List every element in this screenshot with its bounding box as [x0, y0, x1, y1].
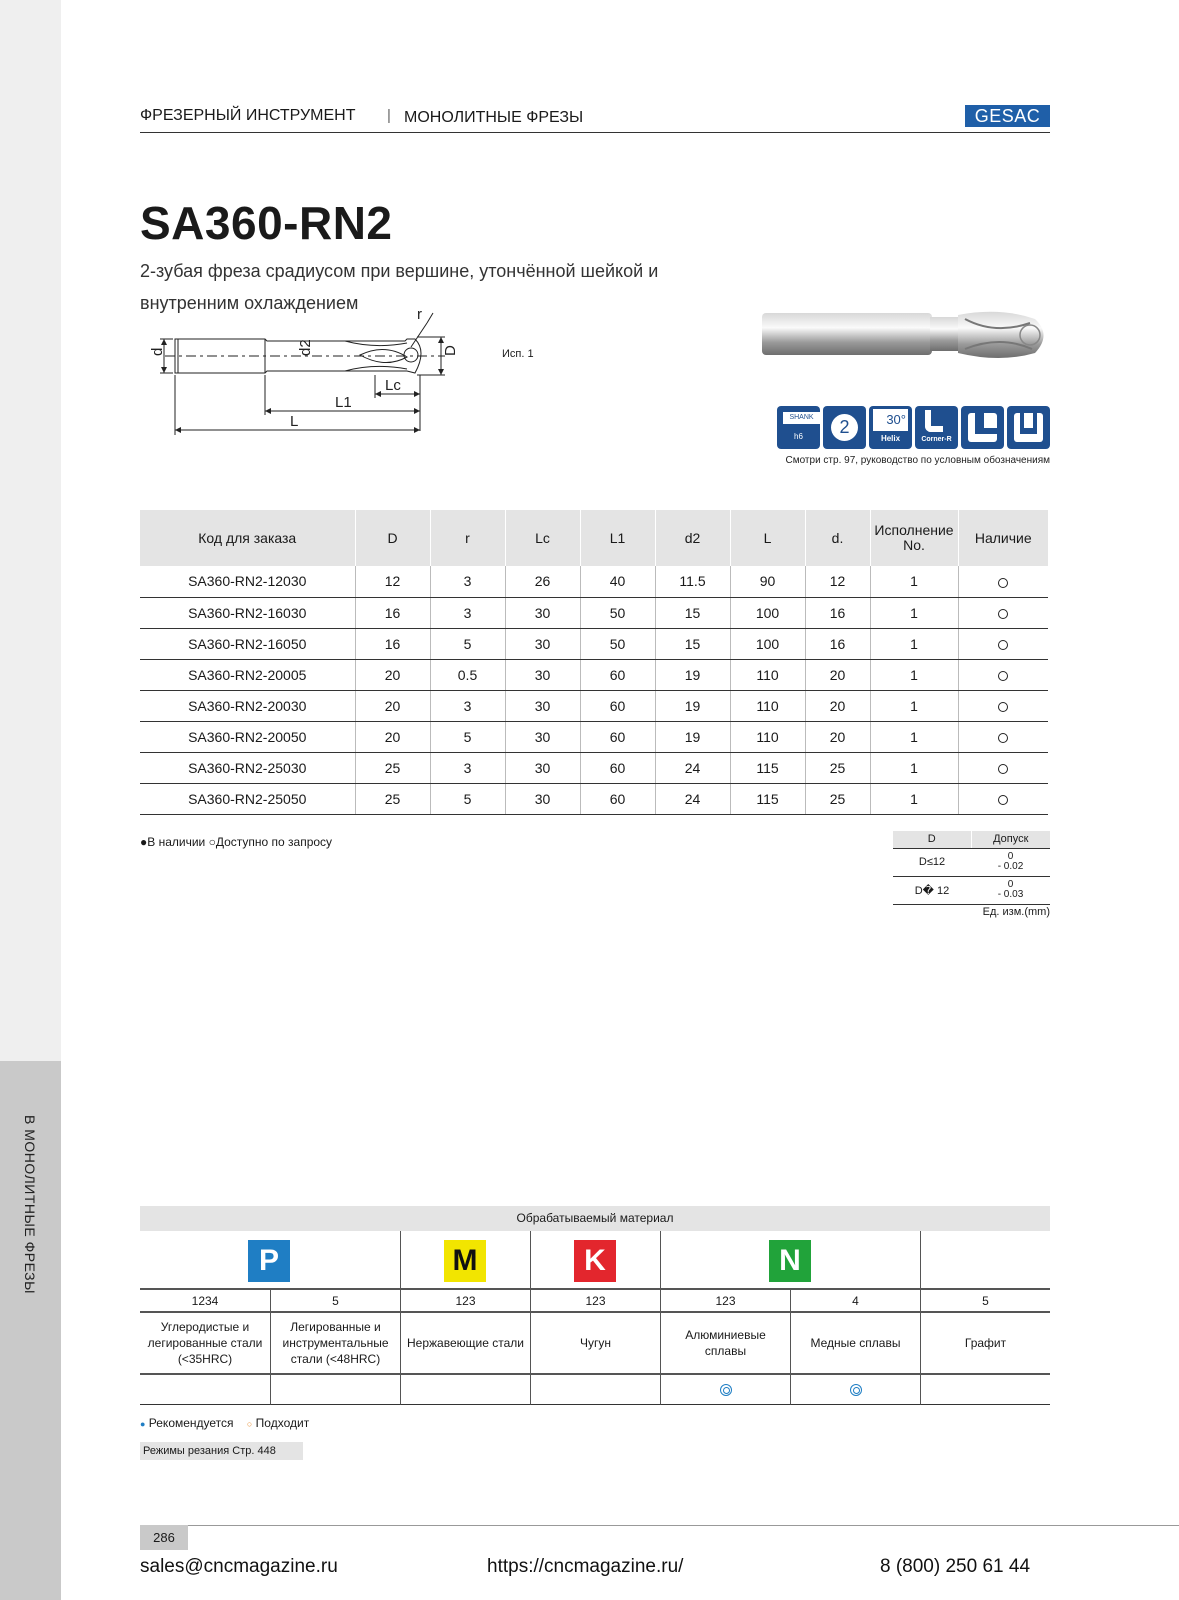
material-name: Нержавеющие стали	[400, 1313, 530, 1374]
units-note: Ед. изм.(mm)	[982, 906, 1050, 918]
material-mark	[140, 1375, 270, 1405]
badge-cell-n	[660, 1231, 920, 1288]
table-row	[140, 783, 1048, 814]
cell-d: 25	[805, 783, 870, 814]
cell-variant: 1	[870, 690, 958, 721]
badge-cell-empty	[920, 1231, 1050, 1288]
tolerance-value	[971, 848, 1050, 876]
brand-logo: GESAC	[965, 105, 1050, 127]
availability-legend: ●В наличии ○Доступно по запросу	[140, 835, 333, 849]
cell-L: 110	[730, 721, 805, 752]
material-group: 4	[790, 1290, 920, 1312]
material-name: Алюминиевые сплавы	[660, 1313, 790, 1374]
material-mark-row	[140, 1374, 1050, 1405]
cell-Lc: 30	[505, 690, 580, 721]
cell-availability	[958, 566, 1048, 597]
suitable-label: Подходит	[255, 1416, 310, 1430]
cell-Lc: 26	[505, 566, 580, 597]
product-subtitle: 2-зубая фреза срадиусом при вершине, утончённой шейкой и внутренним охлаждением	[140, 261, 659, 313]
tolerance-row	[893, 848, 1050, 876]
material-mark	[270, 1375, 400, 1405]
on-request-icon	[998, 578, 1008, 588]
cell-d2: 15	[655, 597, 730, 628]
material-m-badge: M	[444, 1240, 486, 1282]
col-header-d: d.	[805, 510, 870, 566]
material-name: Углеродистые и легированные стали (<35HRC)	[140, 1313, 270, 1374]
table-row	[140, 628, 1048, 659]
material-group: 1234	[140, 1290, 270, 1312]
table-row	[140, 597, 1048, 628]
cell-D: 20	[355, 721, 430, 752]
material-mark	[790, 1375, 920, 1405]
cell-L: 90	[730, 566, 805, 597]
cell-code: SA360-RN2-16030	[140, 597, 355, 628]
cell-code: SA360-RN2-25050	[140, 783, 355, 814]
page-number: 286	[140, 1525, 188, 1550]
material-group: 123	[400, 1290, 530, 1312]
cell-variant: 1	[870, 659, 958, 690]
tolerance-lower: - 0.03	[997, 889, 1024, 900]
product-table	[140, 510, 1048, 815]
product-title: SA360-RN2	[140, 197, 393, 249]
footer-email[interactable]: sales@cncmagazine.ru	[140, 1556, 338, 1577]
helix-angle: 30°	[873, 409, 908, 431]
recommendation-legend	[140, 1416, 309, 1430]
badge-cell-p	[140, 1231, 400, 1288]
cell-availability	[958, 659, 1048, 690]
tolerance-header-d: D	[893, 831, 971, 848]
cell-d2: 11.5	[655, 566, 730, 597]
cell-r: 3	[430, 566, 505, 597]
flutes-count: 2	[831, 414, 858, 441]
cell-r: 5	[430, 721, 505, 752]
shank-label: SHANK	[783, 412, 820, 424]
cell-L1: 60	[580, 690, 655, 721]
long-neck-icon	[961, 406, 1004, 449]
recommended-icon	[720, 1384, 732, 1396]
cell-D: 16	[355, 628, 430, 659]
symbols-note: Смотри стр. 97, руководство по условным обозначениям	[785, 455, 1050, 466]
cell-variant: 1	[870, 597, 958, 628]
material-name-row	[140, 1312, 1050, 1374]
suitable-dot-icon: ○	[246, 1419, 253, 1429]
material-k-badge: K	[574, 1240, 616, 1282]
helix-icon	[869, 406, 912, 449]
cell-L1: 60	[580, 721, 655, 752]
recommended-icon	[850, 1384, 862, 1396]
drawing-label-d2: d2	[297, 339, 314, 356]
table-row	[140, 721, 1048, 752]
cell-variant: 1	[870, 566, 958, 597]
cell-L1: 60	[580, 783, 655, 814]
cell-L: 100	[730, 628, 805, 659]
cell-d2: 19	[655, 659, 730, 690]
on-request-icon	[998, 609, 1008, 619]
side-strip	[0, 0, 61, 1061]
drawing-label-L: L	[290, 413, 299, 430]
on-request-icon	[998, 671, 1008, 681]
cell-code: SA360-RN2-25030	[140, 752, 355, 783]
cell-Lc: 30	[505, 597, 580, 628]
symbol-icons	[777, 406, 1050, 449]
tolerance-header-value: Допуск	[971, 831, 1050, 848]
material-name: Легированные и инструментальные стали (<48HRC)	[270, 1313, 400, 1374]
cell-D: 20	[355, 690, 430, 721]
cell-D: 20	[355, 659, 430, 690]
material-group: 123	[530, 1290, 660, 1312]
material-mark	[920, 1375, 1050, 1405]
materials-heading: Обрабатываемый материал	[140, 1206, 1050, 1231]
cell-variant: 1	[870, 783, 958, 814]
cell-d: 20	[805, 690, 870, 721]
cell-availability	[958, 597, 1048, 628]
material-n-badge: N	[769, 1240, 811, 1282]
material-name: Медные сплавы	[790, 1313, 920, 1374]
cell-variant: 1	[870, 752, 958, 783]
standard-length-icon	[1007, 406, 1050, 449]
cell-r: 3	[430, 597, 505, 628]
tolerance-value	[971, 876, 1050, 904]
material-mark	[400, 1375, 530, 1405]
material-group: 5	[270, 1290, 400, 1312]
material-group: 123	[660, 1290, 790, 1312]
cell-L1: 40	[580, 566, 655, 597]
table-row	[140, 659, 1048, 690]
cell-availability	[958, 690, 1048, 721]
col-header-d2: d2	[655, 510, 730, 566]
materials-table	[140, 1206, 1050, 1405]
drawing-label-d: d	[149, 347, 166, 356]
cell-D: 25	[355, 752, 430, 783]
cutting-modes-link[interactable]: Режимы резания Стр. 448	[140, 1442, 303, 1460]
cell-d: 20	[805, 659, 870, 690]
cell-code: SA360-RN2-20005	[140, 659, 355, 690]
cell-r: 5	[430, 783, 505, 814]
cell-availability	[958, 721, 1048, 752]
cell-d: 16	[805, 628, 870, 659]
material-mark	[530, 1375, 660, 1405]
badge-cell-k	[530, 1231, 660, 1288]
col-header-L: L	[730, 510, 805, 566]
cell-Lc: 30	[505, 752, 580, 783]
page-header	[140, 105, 1050, 133]
cell-code: SA360-RN2-20030	[140, 690, 355, 721]
on-request-icon	[998, 764, 1008, 774]
col-header-variant: Исполнение No.	[870, 510, 958, 566]
helix-label: Helix	[880, 434, 901, 443]
on-request-icon	[998, 640, 1008, 650]
tolerance-row	[893, 876, 1050, 904]
cell-r: 0.5	[430, 659, 505, 690]
cell-L: 115	[730, 783, 805, 814]
cell-d: 16	[805, 597, 870, 628]
breadcrumb-subsection: МОНОЛИТНЫЕ ФРЕЗЫ	[404, 109, 584, 126]
footer-divider	[140, 1525, 1179, 1526]
material-name: Графит	[920, 1313, 1050, 1374]
cell-D: 12	[355, 566, 430, 597]
side-tab-label: B МОНОЛИТНЫЕ ФРЕЗЫ	[22, 1115, 38, 1295]
cell-d2: 24	[655, 783, 730, 814]
col-header-L1: L1	[580, 510, 655, 566]
cell-availability	[958, 783, 1048, 814]
table-row	[140, 566, 1048, 597]
footer-url[interactable]: https://cncmagazine.ru/	[487, 1556, 684, 1577]
badge-cell-m	[400, 1231, 530, 1288]
drawing-label-r: r	[417, 306, 422, 323]
cell-L1: 50	[580, 597, 655, 628]
table-header-row	[140, 510, 1048, 566]
cell-code: SA360-RN2-16050	[140, 628, 355, 659]
cell-d: 25	[805, 752, 870, 783]
cell-d2: 24	[655, 752, 730, 783]
on-request-icon	[998, 702, 1008, 712]
drawing-label-Lc: Lc	[385, 377, 401, 394]
technical-drawing	[145, 303, 475, 443]
tolerance-range: D≤12	[893, 848, 971, 876]
tolerance-lower: - 0.02	[997, 861, 1024, 872]
col-header-code: Код для заказа	[140, 510, 355, 566]
cell-L1: 50	[580, 628, 655, 659]
cell-L1: 60	[580, 752, 655, 783]
material-group-row	[140, 1289, 1050, 1312]
drawing-label-L1: L1	[335, 394, 352, 411]
material-mark	[660, 1375, 790, 1405]
cell-L1: 60	[580, 659, 655, 690]
cell-code: SA360-RN2-20050	[140, 721, 355, 752]
col-header-Lc: Lc	[505, 510, 580, 566]
product-photo	[760, 305, 1050, 370]
on-request-icon	[998, 795, 1008, 805]
tolerance-table	[893, 831, 1050, 905]
shank-sub-label: h6	[794, 432, 803, 441]
cell-L: 115	[730, 752, 805, 783]
cell-Lc: 30	[505, 783, 580, 814]
table-row	[140, 752, 1048, 783]
footer-phone: 8 (800) 250 61 44	[880, 1556, 1031, 1577]
cell-r: 3	[430, 752, 505, 783]
cell-Lc: 30	[505, 628, 580, 659]
breadcrumb-separator: |	[387, 107, 391, 124]
cell-d: 20	[805, 721, 870, 752]
cell-L: 110	[730, 690, 805, 721]
variant-label: Исп. 1	[502, 348, 534, 360]
cell-availability	[958, 628, 1048, 659]
cell-code: SA360-RN2-12030	[140, 566, 355, 597]
corner-label: Corner-R	[921, 436, 952, 443]
tolerance-upper: 0	[1007, 851, 1014, 862]
material-group: 5	[920, 1290, 1050, 1312]
material-p-badge: P	[248, 1240, 290, 1282]
on-request-icon	[998, 733, 1008, 743]
cell-L: 110	[730, 659, 805, 690]
corner-radius-icon	[915, 406, 958, 449]
col-header-availability: Наличие	[958, 510, 1048, 566]
col-header-r: r	[430, 510, 505, 566]
tolerance-upper: 0	[1007, 879, 1014, 890]
cell-L: 100	[730, 597, 805, 628]
tolerance-header-row	[893, 831, 1050, 848]
cell-r: 3	[430, 690, 505, 721]
cell-d2: 19	[655, 721, 730, 752]
cell-d: 12	[805, 566, 870, 597]
cell-Lc: 30	[505, 721, 580, 752]
breadcrumb-section: ФРЕЗЕРНЫЙ ИНСТРУМЕНТ	[140, 107, 356, 124]
drawing-label-D: D	[442, 345, 459, 356]
cell-variant: 1	[870, 628, 958, 659]
flutes-icon	[823, 406, 866, 449]
cell-Lc: 30	[505, 659, 580, 690]
cell-variant: 1	[870, 721, 958, 752]
cell-D: 16	[355, 597, 430, 628]
cell-availability	[958, 752, 1048, 783]
cell-d2: 19	[655, 690, 730, 721]
table-row	[140, 690, 1048, 721]
material-name: Чугун	[530, 1313, 660, 1374]
cell-D: 25	[355, 783, 430, 814]
tolerance-range: D� 12	[893, 876, 971, 904]
cell-d2: 15	[655, 628, 730, 659]
recommended-label: Рекомендуется	[148, 1416, 234, 1430]
material-badge-row	[140, 1231, 1050, 1289]
recommended-dot-icon: ●	[140, 1419, 146, 1429]
cell-r: 5	[430, 628, 505, 659]
col-header-D: D	[355, 510, 430, 566]
shank-h6-icon	[777, 406, 820, 449]
